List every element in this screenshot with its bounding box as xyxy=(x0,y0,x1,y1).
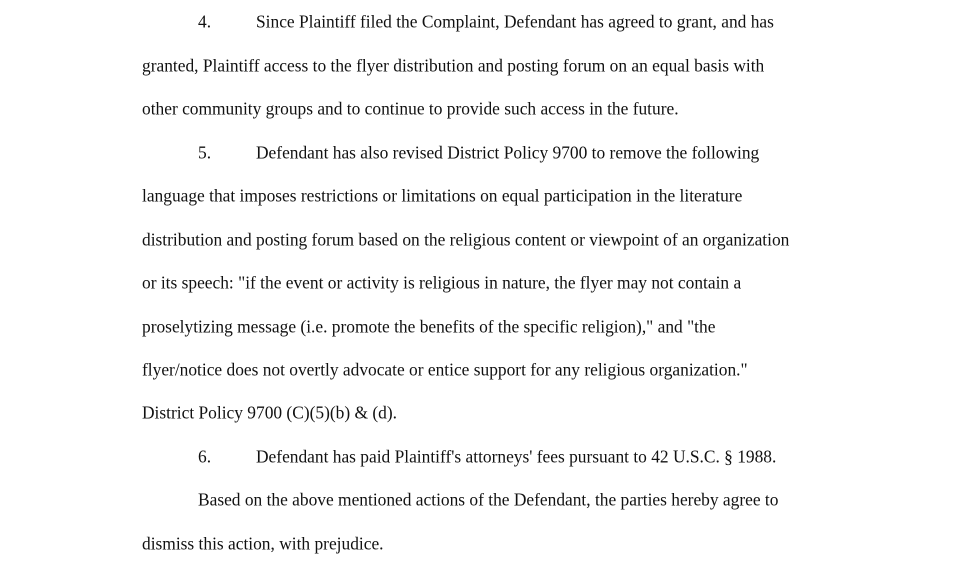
paragraph-line: Since Plaintiff filed the Complaint, Defendant has agreed to grant, and has xyxy=(256,11,774,32)
paragraph-number: 5. xyxy=(198,142,212,163)
paragraph-line: District Policy 9700 (C)(5)(b) & (d). xyxy=(142,402,398,423)
paragraph-line: proselytizing message (i.e. promote the benefits of the specific religion)," and "the xyxy=(142,316,716,337)
paragraph-line: Based on the above mentioned actions of the Defendant, the parties hereby agree to xyxy=(198,489,779,510)
paragraph-line: Defendant has paid Plaintiff's attorneys' fees pursuant to 42 U.S.C. § 1988. xyxy=(256,446,777,467)
paragraph-line: Defendant has also revised District Policy 9700 to remove the following xyxy=(256,142,760,163)
paragraph-line: other community groups and to continue to provide such access in the future. xyxy=(142,98,679,119)
paragraph-line: flyer/notice does not overtly advocate or entice support for any religious organization." xyxy=(142,359,748,380)
paragraph-number: 6. xyxy=(198,446,212,467)
paragraph-number: 4. xyxy=(198,11,212,32)
paragraph-line: distribution and posting forum based on the religious content or viewpoint of an organization xyxy=(142,229,790,250)
paragraph-line: or its speech: "if the event or activity is religious in nature, the flyer may not contain a xyxy=(142,272,742,293)
paragraph-line: dismiss this action, with prejudice. xyxy=(142,533,384,554)
paragraph-line: language that imposes restrictions or limitations on equal participation in the literature xyxy=(142,185,743,206)
paragraph-line: granted, Plaintiff access to the flyer distribution and posting forum on an equal basis with xyxy=(142,55,765,76)
